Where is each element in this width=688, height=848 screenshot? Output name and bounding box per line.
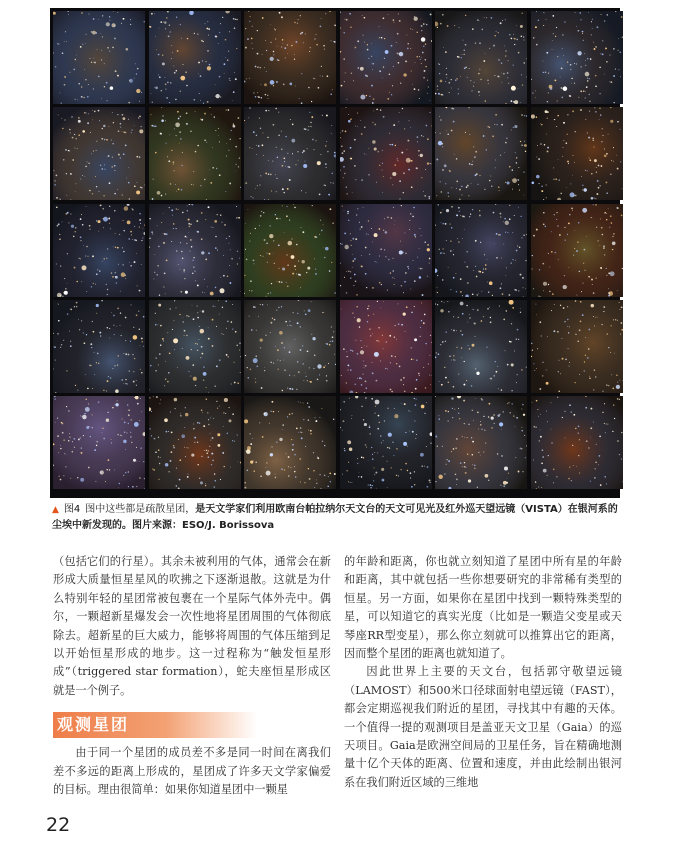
cluster-image-tile [340, 107, 432, 200]
cluster-image-tile [531, 204, 623, 297]
cluster-image-tile [53, 300, 145, 393]
cluster-image-tile [340, 204, 432, 297]
cluster-image-tile [53, 396, 145, 489]
left-column [53, 553, 331, 799]
cluster-image-tile [149, 107, 241, 200]
cluster-image-tile [244, 11, 336, 104]
section-heading: 观测星团 [53, 712, 257, 738]
caption-triangle-icon: ▲ [52, 505, 59, 515]
right-paragraph-1: 的年龄和距离，你也就立刻知道了星团中所有星的年龄和距离，其中就包括一些你想要研究的非常稀有类型的恒星。另一方面，如果你在星团中找到一颗特殊类型的星，可以知道它的真实光度（比如是一颗造父变星或天琴座RR型变星），那么你立刻就可以推算出它的距离，因而整个星团的距离也就知道了。 [344, 555, 622, 661]
cluster-image-tile [53, 204, 145, 297]
cluster-image-tile [435, 11, 527, 104]
cluster-image-tile [53, 107, 145, 200]
right-paragraph-2: 因此世界上主要的天文台，包括郭守敬望远镜（LAMOST）和500米口径球面射电望远镜（FAST），都会定期巡视我们附近的星团，寻找其中有趣的天体。一个值得一提的观测项目是盖亚天文卫星（Gaia）的巡天项目。Gaia是欧洲空间局的卫星任务，旨在精确地测量十亿个天体的距离、位置和速度，并由此绘制出银河系在我们附近区域的三维地 [344, 665, 622, 789]
cluster-image-tile [435, 300, 527, 393]
cluster-image-tile [149, 396, 241, 489]
cluster-image-tile [340, 300, 432, 393]
cluster-image-tile [435, 204, 527, 297]
caption-text: 图中这些都是疏散星团， [85, 504, 196, 515]
cluster-image-tile [244, 396, 336, 489]
left-paragraph-2: 由于同一个星团的成员差不多是同一时间在离我们差不多远的距离上形成的，星团成了许多天文学家偏爱的目标。理由很简单：如果你知道星团中一颗星 [53, 746, 331, 797]
cluster-image-tile [244, 107, 336, 200]
cluster-image-tile [531, 107, 623, 200]
cluster-image-tile [149, 300, 241, 393]
cluster-image-tile [435, 396, 527, 489]
caption-figure-number: 图4 [63, 504, 81, 515]
right-column [344, 553, 622, 792]
cluster-image-tile [531, 300, 623, 393]
page-number: 22 [46, 814, 71, 836]
star-cluster-mosaic [50, 8, 620, 498]
cluster-image-tile [149, 11, 241, 104]
cluster-image-tile [53, 11, 145, 104]
cluster-image-tile [149, 204, 241, 297]
caption-text-bold: 是天文学家们利用欧南台帕拉纳尔天文台的天文可见光及红外巡天望远镜（VISTA）在银河系的尘埃中新发现的。图片来源：ESO/J. Borissova [52, 504, 618, 531]
cluster-image-tile [435, 107, 527, 200]
cluster-image-tile [340, 396, 432, 489]
cluster-image-tile [340, 11, 432, 104]
left-paragraph-1: （包括它们的行星）。其余未被利用的气体，通常会在新形成大质量恒星星风的吹拂之下逐渐退散。这就是为什么特别年轻的星团常被包裹在一个星际气体外壳中。偶尔，一颗超新星爆发会一次性地将星团周围的气体彻底除去。超新星的巨大威力，能够将周围的气体压缩到足以开始恒星形成的地步。这一过程称为“触发恒星形成”（triggered star formation），蛇夫座恒星形成区就是一个例子。 [53, 555, 331, 697]
cluster-image-tile [244, 204, 336, 297]
cluster-image-tile [244, 300, 336, 393]
cluster-image-tile [531, 396, 623, 489]
figure-caption [52, 502, 624, 534]
cluster-image-tile [531, 11, 623, 104]
